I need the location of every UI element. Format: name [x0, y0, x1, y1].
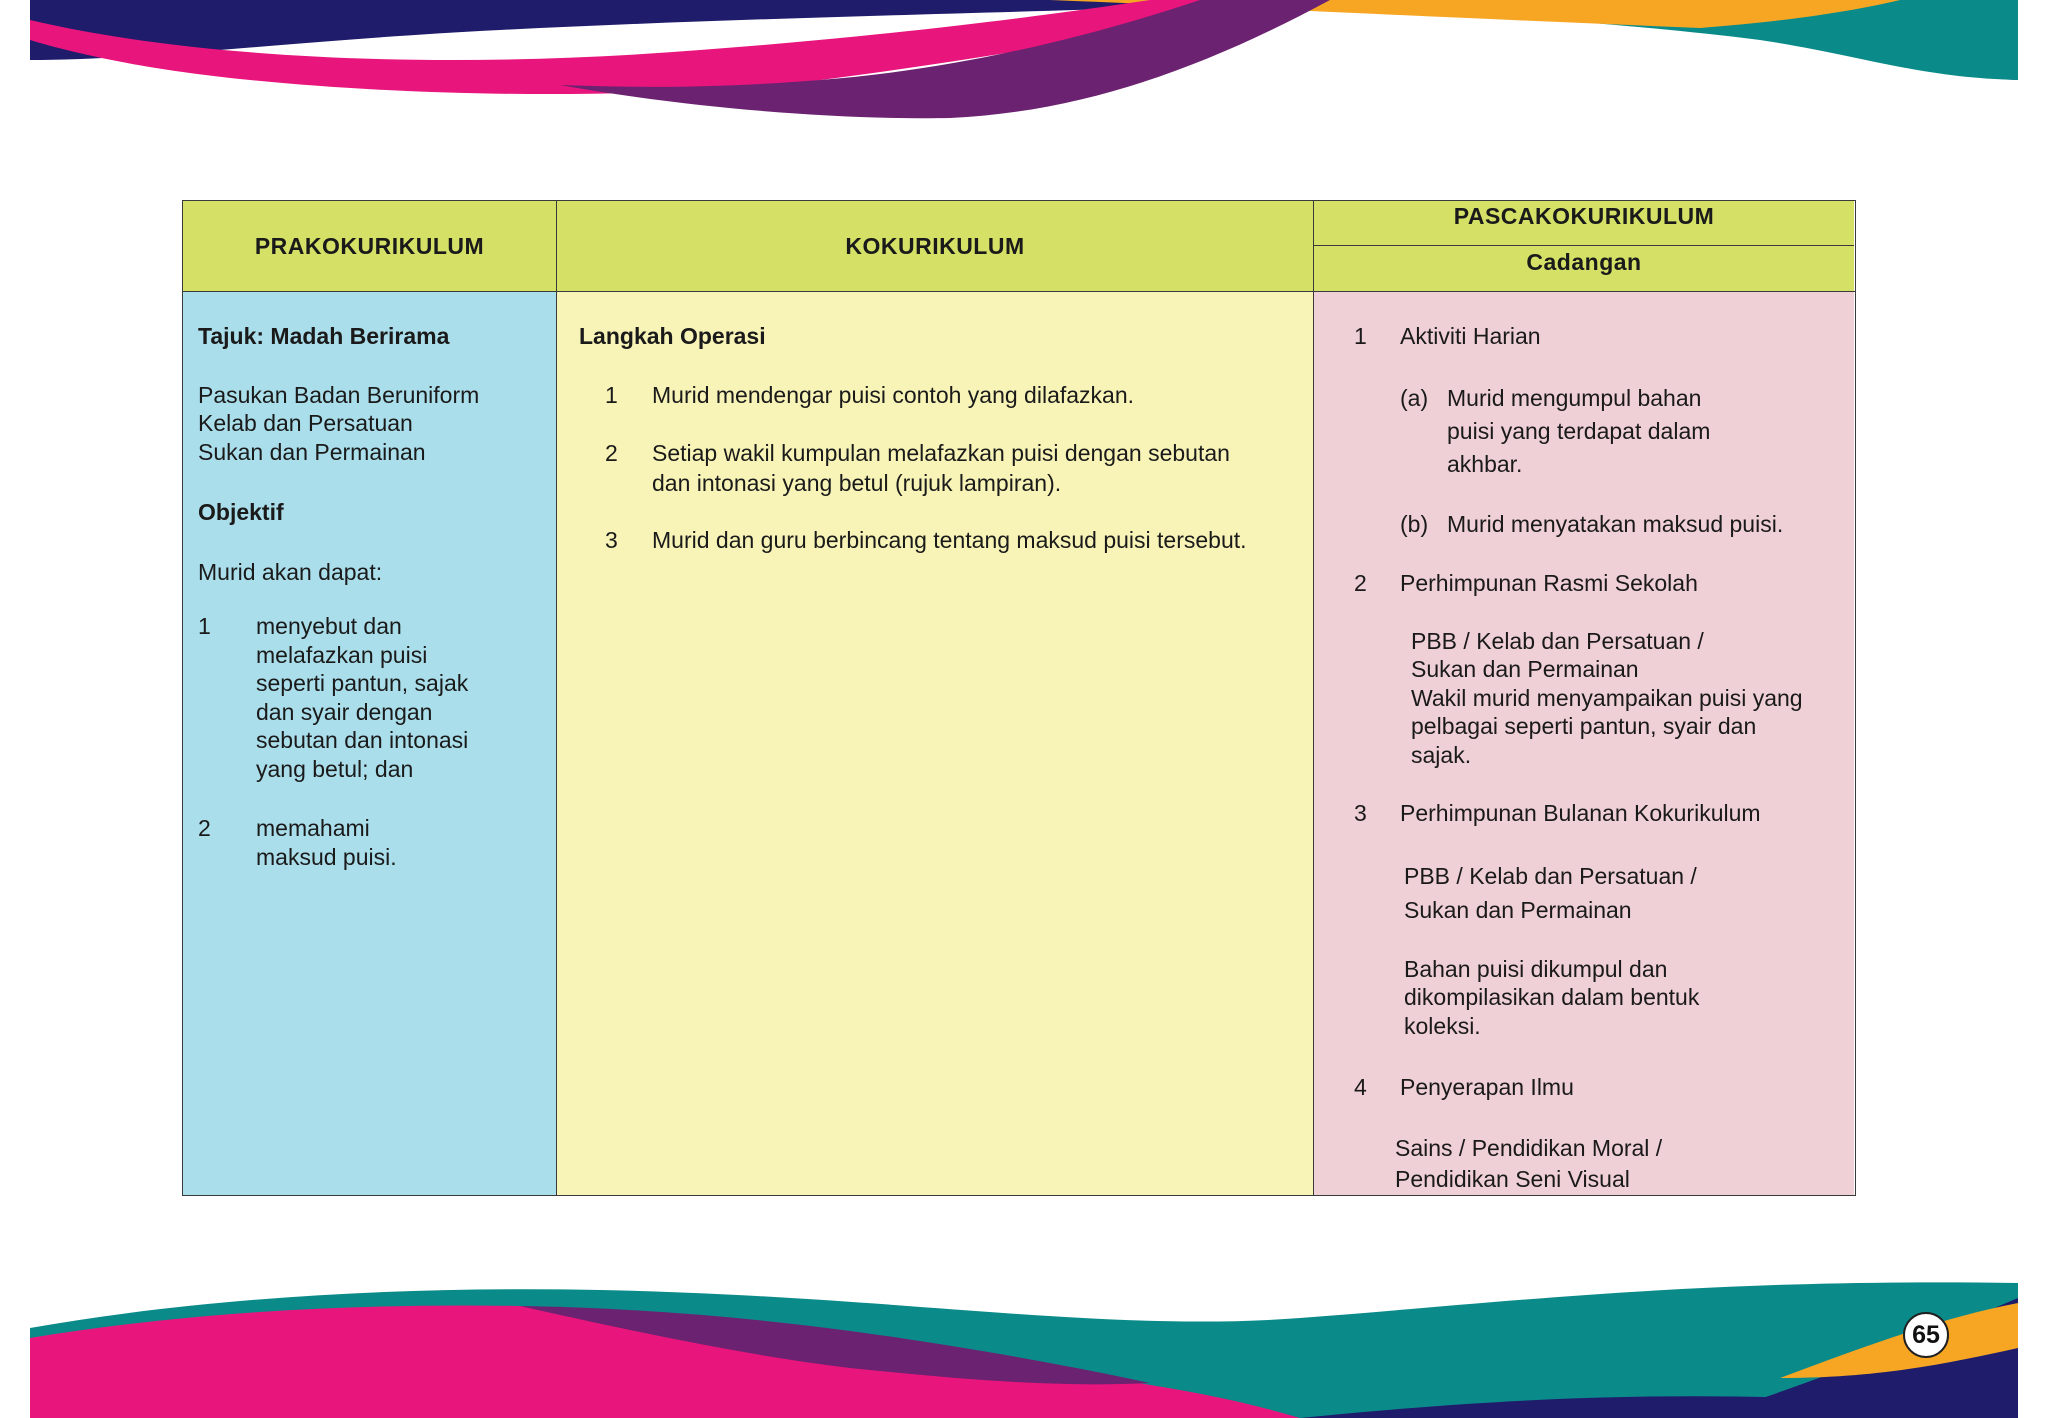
section-title: Penyerapan Ilmu [1400, 1074, 1574, 1100]
langkah-operasi-heading: Langkah Operasi [579, 323, 766, 349]
section-line: sajak. [1411, 742, 1472, 768]
step-number: 3 [605, 527, 618, 553]
header-cadangan-label: Cadangan [1526, 249, 1642, 275]
header-kokurikulum-label: KOKURIKULUM [845, 233, 1025, 259]
sub-item-line: Murid mengumpul bahan [1447, 385, 1702, 411]
objective-number: 2 [198, 815, 211, 841]
step-line: Murid mendengar puisi contoh yang dilafazkan. [652, 382, 1135, 408]
section-number: 2 [1354, 570, 1367, 596]
prakokurikulum-column [183, 292, 557, 1195]
section-title: Aktiviti Harian [1400, 323, 1541, 349]
section-line: PBB / Kelab dan Persatuan / [1404, 863, 1697, 889]
objective-line: maksud puisi. [256, 844, 397, 870]
step-line: dan intonasi yang betul (rujuk lampiran). [652, 470, 1062, 496]
objective-line: dan syair dengan [256, 699, 433, 725]
sub-item-label: (a) [1400, 385, 1429, 411]
curriculum-table [182, 200, 1856, 1196]
sub-item-label: (b) [1400, 511, 1429, 537]
kokurikulum-column [557, 292, 1314, 1195]
objektif-intro: Murid akan dapat: [198, 559, 383, 585]
section-line: koleksi. [1404, 1013, 1481, 1039]
step-line: Setiap wakil kumpulan melafazkan puisi dengan sebutan [652, 440, 1230, 466]
header-cadangan [1314, 245, 1854, 292]
step-line: Murid dan guru berbincang tentang maksud puisi tersebut. [652, 527, 1247, 553]
objective-line: memahami [256, 815, 370, 841]
pascakokurikulum-column [1314, 292, 1854, 1195]
section-number: 4 [1354, 1074, 1367, 1100]
section-line: Pendidikan Seni Visual [1395, 1166, 1630, 1192]
section-line: Bahan puisi dikumpul dan [1404, 956, 1668, 982]
section-number: 1 [1354, 323, 1367, 349]
objective-line: seperti pantun, sajak [256, 670, 469, 696]
objective-line: menyebut dan [256, 613, 402, 639]
bottom-wave-decoration [0, 1278, 2048, 1418]
header-prakokurikulum [183, 201, 557, 291]
section-line: Wakil murid menyampaikan puisi yang [1411, 685, 1803, 711]
section-line: dikompilasikan dalam bentuk [1404, 984, 1700, 1010]
objective-line: melafazkan puisi [256, 642, 428, 668]
page-number-badge: 65 [1903, 1312, 1949, 1358]
objective-line: yang betul; dan [256, 756, 414, 782]
tajuk-heading: Tajuk: Madah Berirama [198, 323, 450, 349]
step-number: 2 [605, 440, 618, 466]
section-title: Perhimpunan Bulanan Kokurikulum [1400, 800, 1761, 826]
objektif-heading: Objektif [198, 499, 284, 525]
group-line: Pasukan Badan Beruniform [198, 382, 480, 408]
section-line: Sukan dan Permainan [1404, 897, 1632, 923]
section-line: Sains / Pendidikan Moral / [1395, 1135, 1663, 1161]
header-pascakokurikulum [1314, 201, 1854, 291]
sub-item-line: akhbar. [1447, 451, 1523, 477]
section-line: Sukan dan Permainan [1411, 656, 1639, 682]
section-title: Perhimpunan Rasmi Sekolah [1400, 570, 1698, 596]
group-line: Kelab dan Persatuan [198, 410, 413, 436]
header-pascakokurikulum-label: PASCAKOKURIKULUM [1453, 203, 1715, 229]
section-number: 3 [1354, 800, 1367, 826]
step-number: 1 [605, 382, 618, 408]
header-prakokurikulum-label: PRAKOKURIKULUM [254, 233, 485, 259]
objective-number: 1 [198, 613, 211, 639]
section-line: PBB / Kelab dan Persatuan / [1411, 628, 1704, 654]
sub-item-line: Murid menyatakan maksud puisi. [1447, 511, 1784, 537]
group-line: Sukan dan Permainan [198, 439, 426, 465]
top-wave-decoration [0, 0, 2048, 135]
sub-item-line: puisi yang terdapat dalam [1447, 418, 1711, 444]
objective-line: sebutan dan intonasi [256, 727, 469, 753]
section-line: pelbagai seperti pantun, syair dan [1411, 713, 1757, 739]
header-kokurikulum [557, 201, 1314, 291]
